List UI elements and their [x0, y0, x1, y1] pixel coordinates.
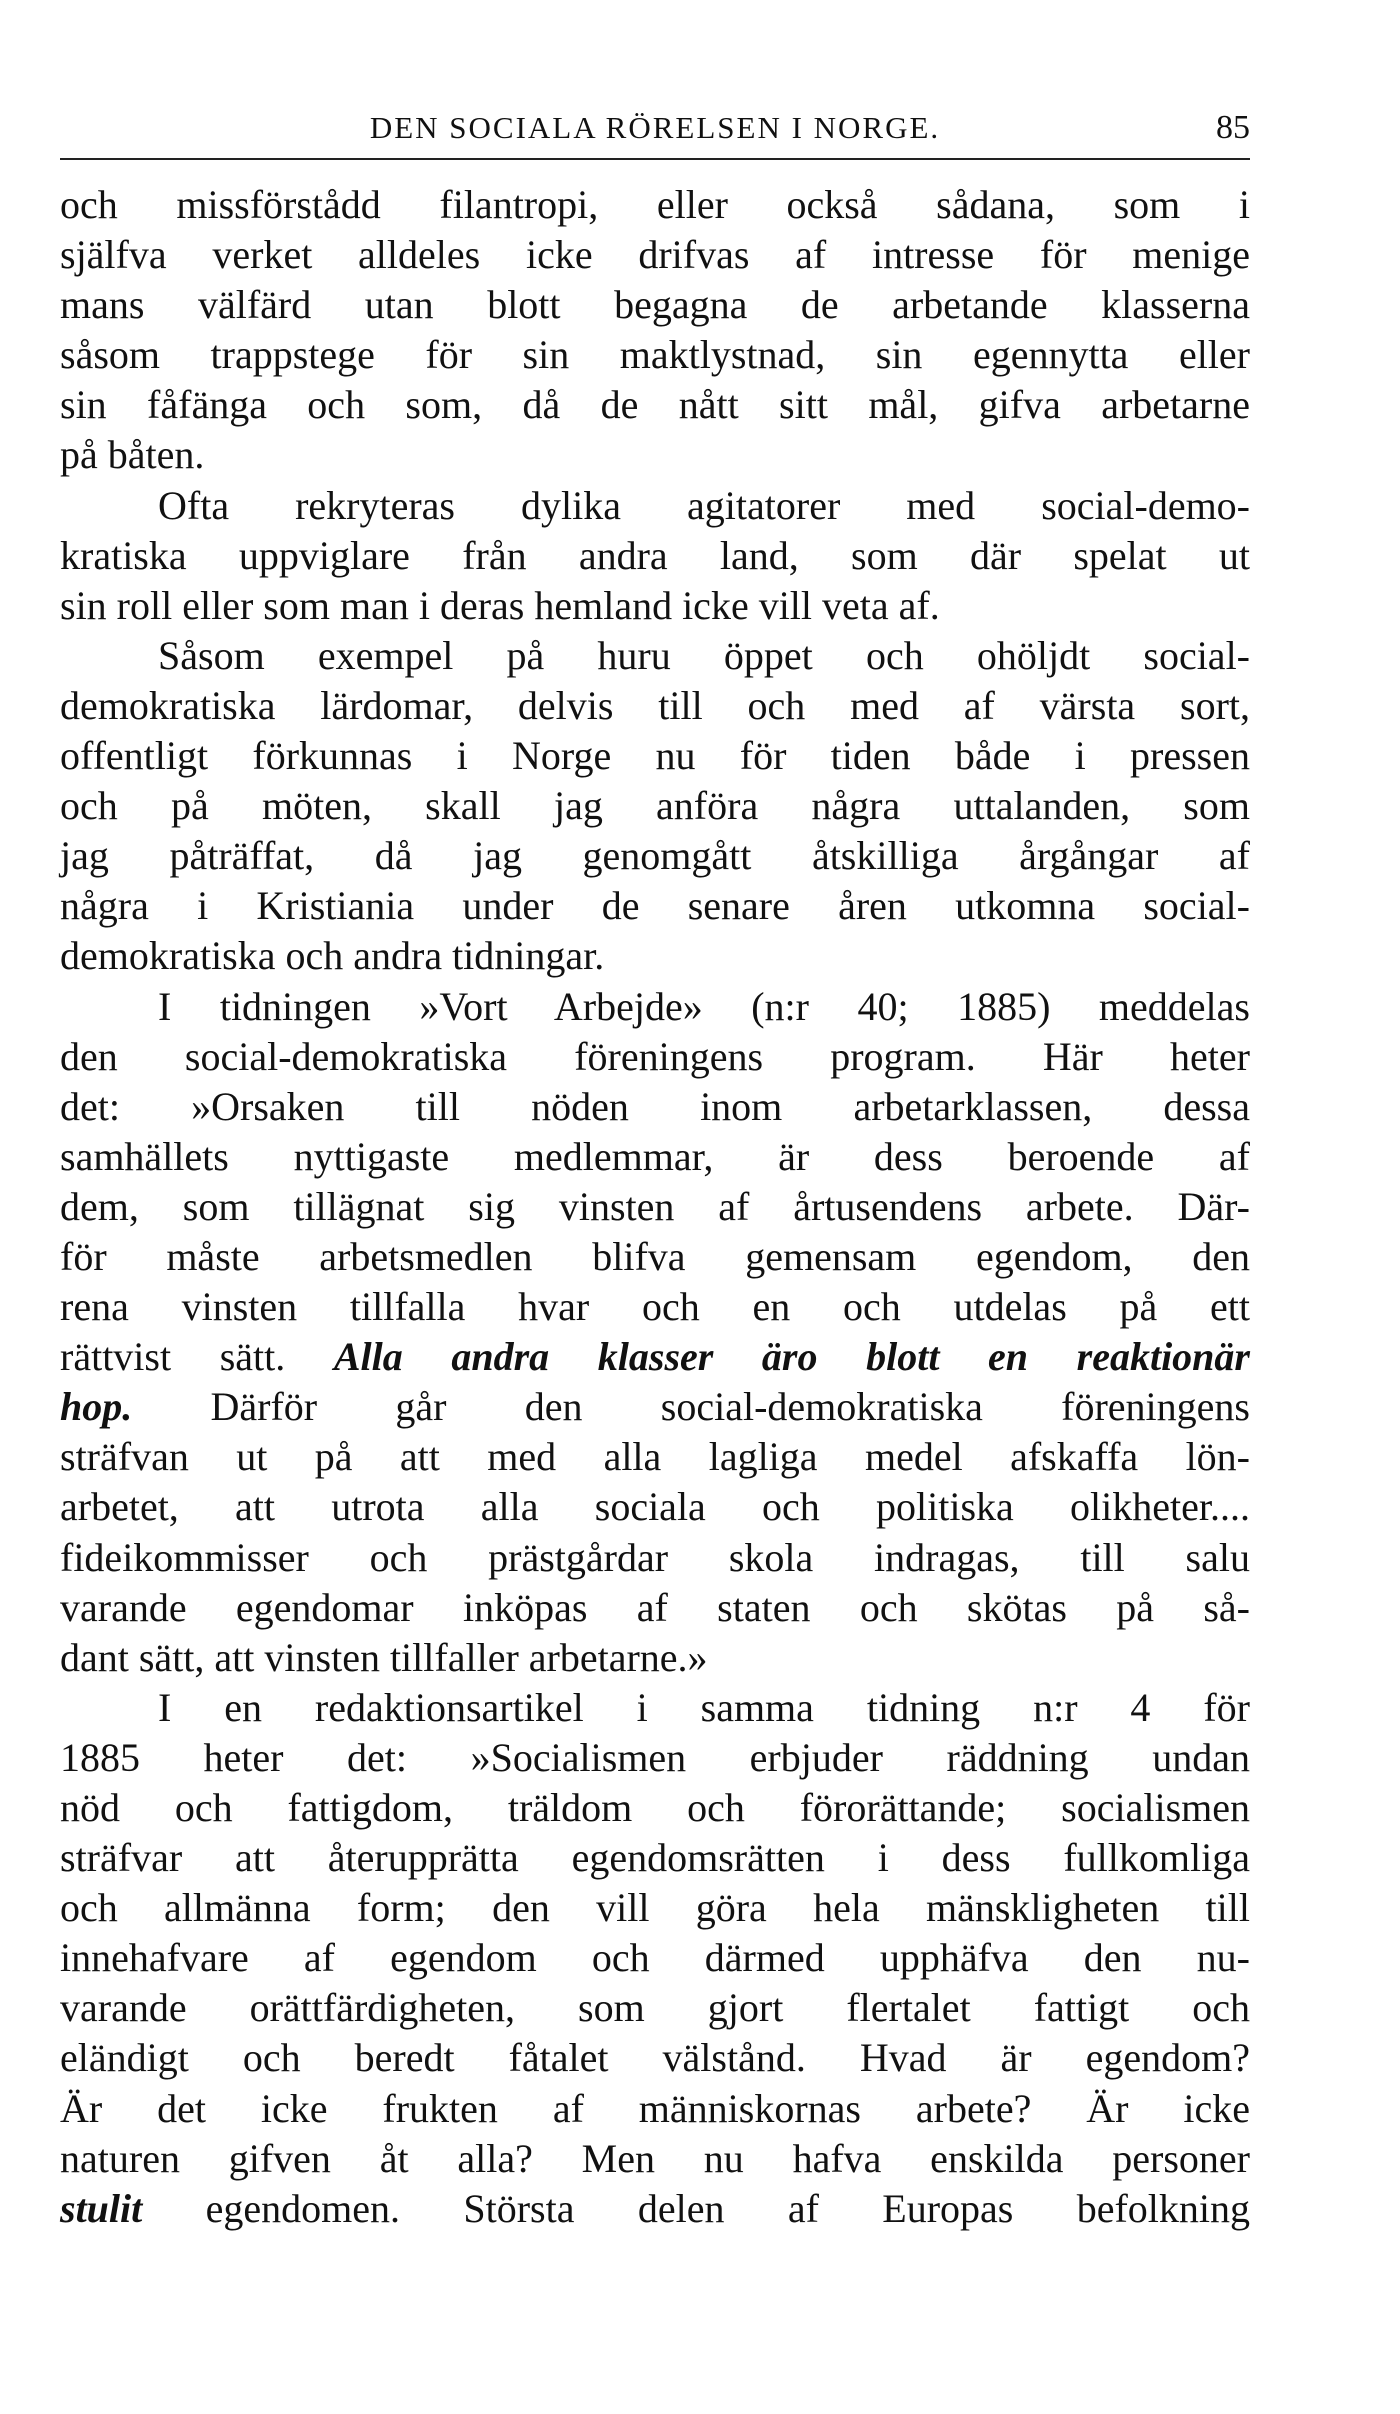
line-text: dant sätt, att vinsten tillfaller arbetarne.» [60, 1634, 708, 1680]
line-text: I tidningen »Vort Arbejde» (n:r 40; 1885) meddelas [158, 983, 1250, 1029]
text-line [60, 1983, 1250, 2033]
line-text: offentligt förkunnas i Norge nu för tiden både i pressen [60, 733, 1250, 779]
text-line [60, 531, 1250, 581]
line-text: på båten. [60, 432, 205, 478]
text-line [60, 1533, 1250, 1583]
text-line [60, 2184, 1250, 2234]
line-text: Ofta rekryteras dylika agitatorer med social-demo- [158, 482, 1250, 528]
line-text: sträfvan ut på att med alla lagliga medel afskaffa lön- [60, 1434, 1250, 1480]
text-line [60, 1182, 1250, 1232]
text-line [60, 280, 1250, 330]
text-line [60, 881, 1250, 931]
text-line [60, 1132, 1250, 1182]
line-text: eländigt och beredt fåtalet välstånd. Hvad är egendom? [60, 2035, 1250, 2081]
text-line [60, 2033, 1250, 2083]
line-text: rättvist sätt. [60, 1334, 334, 1380]
text-line [60, 1733, 1250, 1783]
line-text: sin fåfänga och som, då de nått sitt mål, gifva arbetarne [60, 382, 1250, 428]
text-line [60, 481, 1250, 531]
line-text: fideikommisser och prästgårdar skola indragas, till salu [60, 1534, 1250, 1580]
text-line [60, 1633, 1250, 1683]
line-text: för måste arbetsmedlen blifva gemensam egendom, den [60, 1233, 1250, 1279]
line-text: några i Kristiania under de senare åren utkomna social- [60, 883, 1250, 929]
text-line [60, 1282, 1250, 1332]
line-text: Är det icke frukten af människornas arbete? Är icke [60, 2085, 1250, 2131]
line-text: samhällets nyttigaste medlemmar, är dess beroende af [60, 1133, 1250, 1179]
line-text: sträfvar att återupprätta egendomsrätten i dess fullkomliga [60, 1835, 1250, 1881]
line-text: varande egendomar inköpas af staten och skötas på så- [60, 1584, 1250, 1630]
text-line [60, 831, 1250, 881]
line-text: själfva verket alldeles icke drifvas af intresse för menige [60, 232, 1250, 278]
running-header [60, 108, 1250, 160]
line-text: jag påträffat, då jag genomgått åtskilliga årgångar af [60, 833, 1250, 879]
running-title: DEN SOCIALA RÖRELSEN I NORGE. [369, 110, 941, 145]
text-line [60, 230, 1250, 280]
body-text [60, 180, 1250, 2234]
line-text: demokratiska lärdomar, delvis till och med af värsta sort, [60, 682, 1250, 728]
line-text: det: »Orsaken till nöden inom arbetarklassen, dessa [60, 1083, 1250, 1129]
text-line [60, 2134, 1250, 2184]
text-line [60, 1232, 1250, 1282]
line-text: och på möten, skall jag anföra några uttalanden, som [60, 783, 1250, 829]
line-text: innehafvare af egendom och därmed upphäfva den nu- [60, 1935, 1250, 1981]
text-line [60, 1032, 1250, 1082]
text-line [60, 1783, 1250, 1833]
text-line [60, 1833, 1250, 1883]
text-line [60, 1332, 1250, 1382]
emphasized-text: Alla andra klasser äro blott en reaktionär [333, 1334, 1250, 1380]
text-line [60, 2084, 1250, 2134]
line-text: egendomen. Största delen af Europas befolkning [142, 2185, 1250, 2231]
text-line [60, 1432, 1250, 1482]
line-text: rena vinsten tillfalla hvar och en och utdelas på ett [60, 1284, 1250, 1330]
text-line [60, 380, 1250, 430]
line-text: naturen gifven åt alla? Men nu hafva enskilda personer [60, 2135, 1250, 2181]
text-line [60, 1082, 1250, 1132]
line-text: nöd och fattigdom, träldom och förorättande; socialismen [60, 1785, 1250, 1830]
emphasized-text: stulit [60, 2185, 143, 2231]
line-text: arbetet, att utrota alla sociala och politiska olikheter.... [60, 1484, 1250, 1530]
line-text: I en redaktionsartikel i samma tidning n:r 4 för [158, 1684, 1250, 1730]
line-text: såsom trappstege för sin maktlystnad, sin egennytta eller [60, 332, 1250, 378]
line-text: och missförstådd filantropi, eller också sådana, som i [60, 182, 1250, 227]
text-line [60, 931, 1250, 981]
text-line [60, 330, 1250, 380]
text-line [60, 1382, 1250, 1432]
text-line [60, 631, 1250, 681]
text-line [60, 1583, 1250, 1633]
line-text: varande orättfärdigheten, som gjort flertalet fattigt och [60, 1985, 1250, 2031]
line-text: den social-demokratiska föreningens program. Här heter [60, 1033, 1250, 1079]
header-rule [60, 158, 1250, 160]
line-text: kratiska uppviglare från andra land, som där spelat ut [60, 532, 1250, 578]
page-number: 85 [1216, 109, 1250, 146]
text-line [60, 430, 1250, 480]
text-line [60, 581, 1250, 631]
line-text: 1885 heter det: »Socialismen erbjuder räddning undan [60, 1734, 1250, 1780]
text-line [60, 180, 1250, 230]
text-line [60, 982, 1250, 1032]
text-line [60, 1683, 1250, 1733]
text-line [60, 681, 1250, 731]
emphasized-text: hop. [60, 1384, 133, 1430]
text-line [60, 1883, 1250, 1933]
line-text: mans välfärd utan blott begagna de arbetande klasserna [60, 282, 1250, 328]
line-text: Såsom exempel på huru öppet och ohöljdt social- [158, 632, 1250, 678]
line-text: dem, som tillägnat sig vinsten af årtusendens arbete. Där- [60, 1183, 1250, 1229]
line-text: och allmänna form; den vill göra hela mänskligheten till [60, 1885, 1250, 1931]
text-line [60, 1933, 1250, 1983]
text-line [60, 781, 1250, 831]
text-line [60, 731, 1250, 781]
line-text: Därför går den social-demokratiska föreningens [132, 1384, 1250, 1430]
line-text: demokratiska och andra tidningar. [60, 933, 605, 979]
text-line [60, 1482, 1250, 1532]
line-text: sin roll eller som man i deras hemland icke vill veta af. [60, 582, 940, 628]
